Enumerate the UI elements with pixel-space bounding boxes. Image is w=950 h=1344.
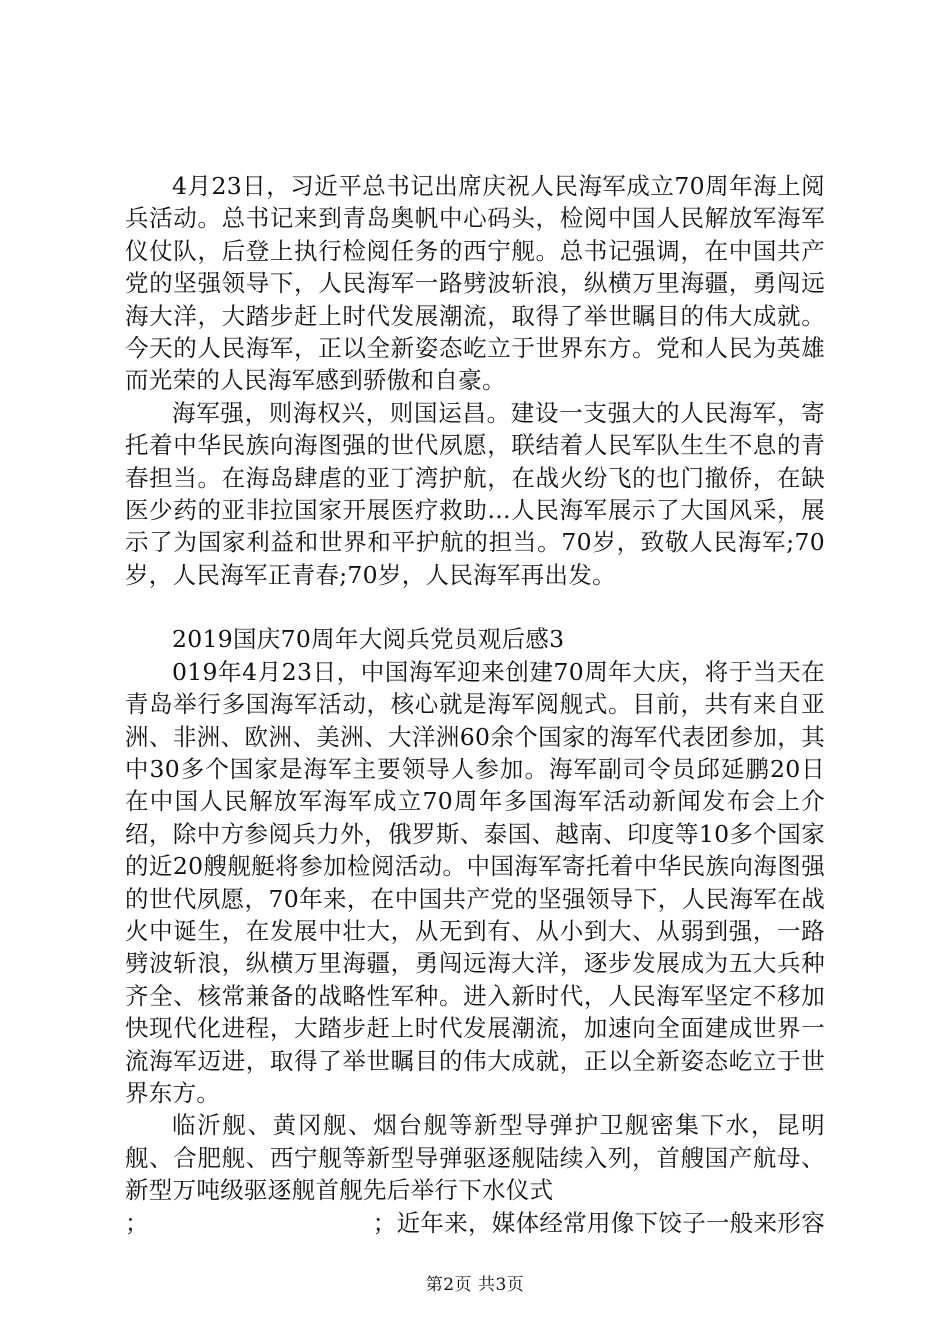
paragraph-new-ships: 临沂舰、黄冈舰、烟台舰等新型导弹护卫舰密集下水，昆明舰、合肥舰、西宁舰等新型导弹驱逐舰陆续入列，首艘国产航母、新型万吨级驱逐舰首舰先后举行下水仪式 xyxy=(125,1111,825,1205)
tail-left-mark: ； xyxy=(125,1208,149,1237)
paragraph-fleet-review: 019年4月23日，中国海军迎来创建70周年大庆，将于当天在青岛举行多国海军活动，核心就是海军阅舰式。目前，共有来自亚洲、非洲、欧洲、美洲、大洋洲60余个国家的海军代表团参加，其中30多个国家是海军主要领导人参加。海军副司令员邱延鹏20日在中国人民解放军海军成立70周年多国海军活动新闻发布会上介绍，除中方参阅兵力外，俄罗斯、泰国、越南、印度等10多个国家的近20艘舰艇将参加检阅活动。中国海军寄托着中华民族向海图强的世代夙愿，70年来，在中国共产党的坚强领导下，人民海军在战火中诞生，在发展中壮大，从无到有、从小到大、从弱到强，一路劈波斩浪，纵横万里海疆，勇闯远海大洋，逐步发展成为五大兵种齐全、核常兼备的战略性军种。进入新时代，人民海军坚定不移加快现代化进程，大踏步赶上时代发展潮流，加速向全面建成世界一流海军迈进，取得了举世瞩目的伟大成就，正以全新姿态屹立于世界东方。 xyxy=(125,657,825,1107)
paragraph-inspection: 4月23日，习近平总书记出席庆祝人民海军成立70周年海上阅兵活动。总书记来到青岛奥帆中心码头，检阅中国人民解放军海军仪仗队，后登上执行检阅任务的西宁舰。总书记强调，在中国共产党的坚强领导下，人民海军一路劈波斩浪，纵横万里海疆，勇闯远海大洋，大踏步赶上时代发展潮流，取得了举世瞩目的伟大成就。今天的人民海军，正以全新姿态屹立于世界东方。党和人民为英雄而光荣的人民海军感到骄傲和自豪。 xyxy=(125,172,825,395)
section-title: 2019国庆70周年大阅兵党员观后感3 xyxy=(172,625,565,654)
paragraph-tail xyxy=(125,1207,825,1239)
paragraph-gap xyxy=(125,591,825,623)
document-body xyxy=(125,170,825,1239)
page-number: 第2页 共3页 xyxy=(425,1275,525,1295)
tail-right-text: ；近年来，媒体经常用像下饺子一般来形容 xyxy=(372,1208,825,1237)
paragraph-navy-strong: 海军强，则海权兴，则国运昌。建设一支强大的人民海军，寄托着中华民族向海图强的世代夙愿，联结着人民军队生生不息的青春担当。在海岛肆虐的亚丁湾护航，在战火纷飞的也门撤侨，在缺医少药的亚非拉国家开展医疗救助...人民海军展示了大国风采，展示了为国家利益和世界和平护航的担当。70岁，致敬人民海军;70岁，人民海军正青春;70岁，人民海军再出发。 xyxy=(125,398,825,589)
